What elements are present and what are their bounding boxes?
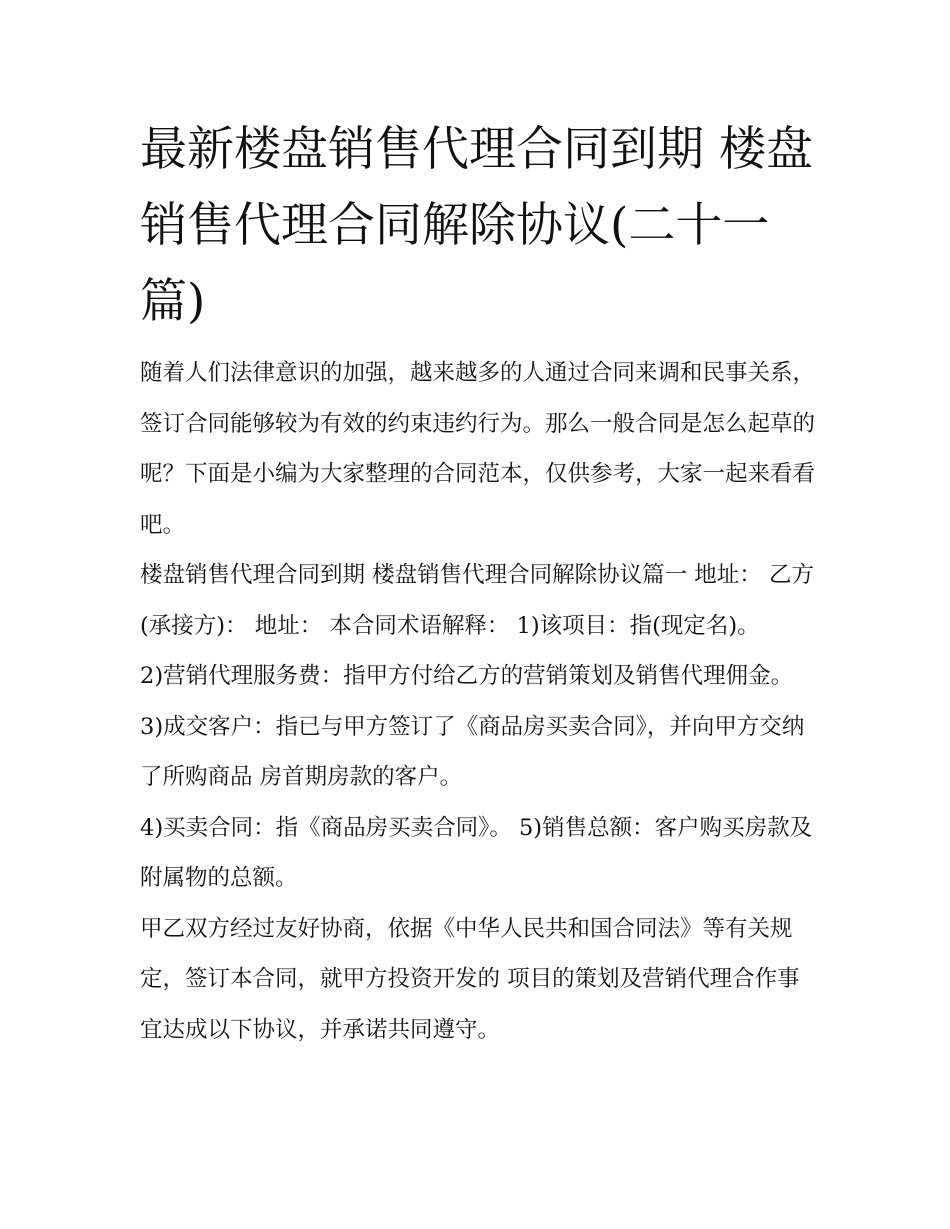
sales-terms-paragraph: 4)买卖合同：指《商品房买卖合同》。 5)销售总额：客户购买房款及附属物的总额。	[140, 814, 813, 891]
contract-parties-paragraph: 楼盘销售代理合同到期 楼盘销售代理合同解除协议篇一 地址： 乙方(承接方)： 地址： 本合同术语解释： 1)该项目：指(现定名)。	[140, 562, 814, 639]
intro-paragraph: 随着人们法律意识的加强，越来越多的人通过合同来调和民事关系，签订合同能够较为有效的约束违约行为。那么一般合同是怎么起草的呢？下面是小编为大家整理的合同范本，仅供参考，大家一起来看看吧。	[140, 360, 816, 538]
document-title: 最新楼盘销售代理合同到期 楼盘销售代理合同解除协议(二十一篇)	[140, 122, 813, 329]
agreement-paragraph: 甲乙双方经过友好协商，依据《中华人民共和国合同法》等有关规定，签订本合同，就甲方投资开发的 项目的策划及营销代理合作事宜达成以下协议，并承诺共同遵守。	[140, 915, 800, 1043]
document-page	[140, 112, 815, 1055]
terms-paragraph: 2)营销代理服务费：指甲方付给乙方的营销策划及销售代理佣金。 3)成交客户：指已与甲方签订了《商品房买卖合同》，并向甲方交纳了所购商品 房首期房款的客户。	[140, 663, 805, 790]
